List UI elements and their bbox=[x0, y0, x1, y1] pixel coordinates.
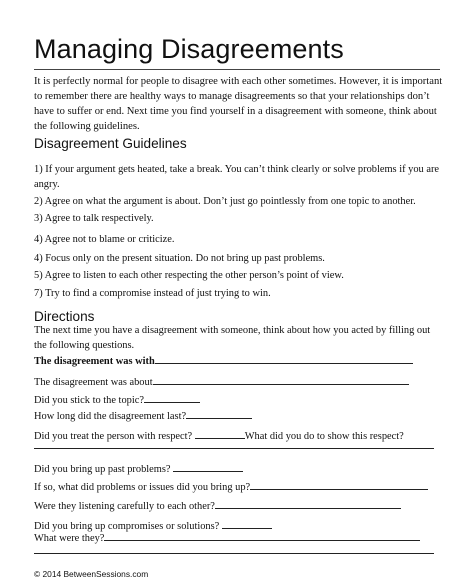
question-label: Did you bring up past problems? bbox=[34, 464, 171, 475]
answer-field[interactable] bbox=[173, 461, 243, 472]
question-stick-to-topic bbox=[34, 392, 200, 406]
question-label: The disagreement was with bbox=[34, 356, 155, 367]
page-title: Managing Disagreements bbox=[34, 34, 344, 64]
question-what-were-they bbox=[34, 530, 420, 544]
question-label: Did you bring up compromises or solutions? bbox=[34, 521, 220, 532]
answer-field[interactable] bbox=[186, 408, 252, 419]
question-which-problems bbox=[34, 479, 428, 493]
question-past-problems bbox=[34, 461, 243, 475]
answer-line[interactable] bbox=[34, 553, 434, 554]
question-label: What were they? bbox=[34, 533, 105, 544]
question-label: Did you treat the person with respect? bbox=[34, 431, 193, 442]
answer-field[interactable] bbox=[144, 392, 200, 403]
question-label: If so, what did problems or issues did you bring up? bbox=[34, 482, 251, 493]
guideline-item: 4) Focus only on the present situation. Do not bring up past problems. bbox=[34, 253, 325, 264]
question-label: Did you stick to the topic? bbox=[34, 395, 144, 406]
guideline-item: 4) Agree not to blame or criticize. bbox=[34, 234, 175, 245]
question-label: How long did the disagreement last? bbox=[34, 411, 187, 422]
question-disagreement-with bbox=[34, 353, 413, 367]
answer-line[interactable] bbox=[34, 448, 434, 449]
guideline-item: 1) If your argument gets heated, take a break. You can’t think clearly or solve problems if you are angry. bbox=[34, 164, 440, 190]
question-how-long bbox=[34, 408, 252, 422]
guideline-item: 3) Agree to talk respectively. bbox=[34, 213, 154, 224]
guideline-item: 5) Agree to listen to each other respecting the other person’s point of view. bbox=[34, 270, 344, 281]
directions-heading: Directions bbox=[34, 309, 95, 324]
answer-field[interactable] bbox=[155, 353, 413, 364]
answer-field[interactable] bbox=[215, 498, 401, 509]
question-disagreement-about bbox=[34, 374, 409, 388]
guideline-item: 7) Try to find a compromise instead of just trying to win. bbox=[34, 288, 271, 299]
answer-field[interactable] bbox=[153, 374, 409, 385]
question-listening bbox=[34, 498, 401, 512]
answer-field[interactable] bbox=[250, 479, 428, 490]
question-label: Were they listening carefully to each other? bbox=[34, 501, 215, 512]
question-label: The disagreement was about bbox=[34, 377, 153, 388]
directions-text: The next time you have a disagreement with someone, think about how you acted by filling out the following questions. bbox=[34, 325, 431, 351]
guidelines-heading: Disagreement Guidelines bbox=[34, 136, 187, 151]
answer-field[interactable] bbox=[104, 530, 420, 541]
question-label: What did you do to show this respect? bbox=[244, 431, 404, 442]
copyright-footer: © 2014 BetweenSessions.com bbox=[34, 569, 149, 579]
title-divider bbox=[34, 69, 440, 70]
question-respect bbox=[34, 428, 404, 442]
guideline-item: 2) Agree on what the argument is about. Don’t just go pointlessly from one topic to another. bbox=[34, 196, 416, 207]
answer-field[interactable] bbox=[222, 518, 272, 529]
intro-paragraph: It is perfectly normal for people to disagree with each other sometimes. However, it is important to remember there are healthy ways to manage disagreements so that your relationships don’t have to suffer or end. Next time you find yourself in a disagreement with someone, think about the following guidelines. bbox=[34, 76, 443, 132]
answer-field[interactable] bbox=[195, 428, 245, 439]
